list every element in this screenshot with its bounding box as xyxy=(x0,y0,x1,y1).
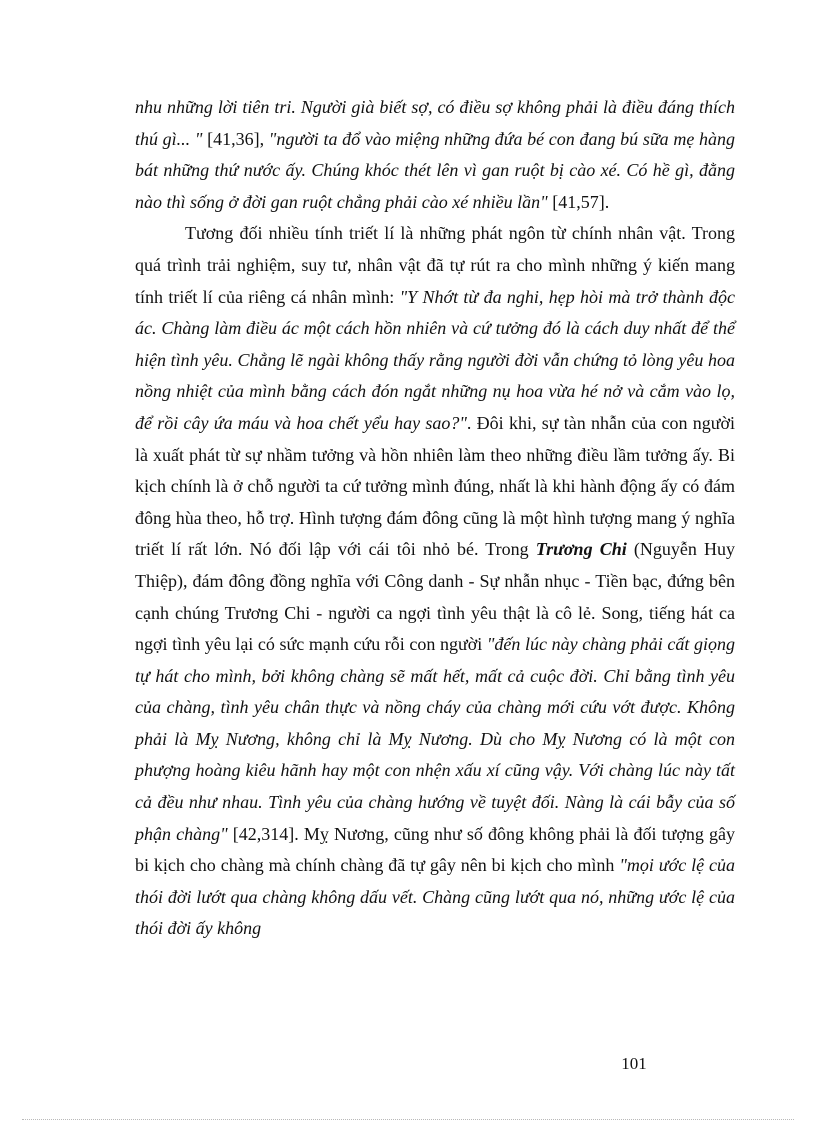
text-run: "Y Nhớt từ đa nghi, hẹp hòi mà trở thành độc ác. Chàng làm điều ác một cách hồn nhiên và cứ tưởng đó là cách duy nhất để thể hiện tình yêu. Chẳng lẽ ngài không thấy rằng người đời vẫn chứng tỏ lòng yêu hoa nồng nhiệt của mình bằng cách đón ngắt những nụ hoa vừa hé nở và cắm vào lọ, để rồi cây ứa máu và hoa chết yểu hay sao?" xyxy=(135,286,735,433)
work-title: Trương Chi xyxy=(535,539,627,560)
text-run: nhu những lời tiên tri. Người già biết sợ, có điều sợ không phải là điều đáng thích thú gì... " xyxy=(135,97,735,149)
text-run: [42,314]. Mỵ Nương, cũng như số đông không phải là đối tượng gây bi kịch cho chàng mà chính chàng đã tự gây nên bi kịch cho mình xyxy=(135,823,735,876)
text-run: "đến lúc này chàng phải cất giọng tự hát cho mình, bởi không chàng sẽ mất hết, mất cả cuộc đời. Chỉ bằng tình yêu của chàng, tình yêu chân thực và nồng cháy của chàng mới cứu vớt được. Không phải là Mỵ Nương, không chỉ là Mỵ Nương. Dù cho Mỵ Nương có là một con phượng hoàng kiêu hãnh hay một con nhện xấu xí cũng vậy. Với chàng lúc này tất cả đều như nhau. Tình yêu của chàng hướng về tuyệt đối. Nàng là cái bẫy của số phận chàng" xyxy=(135,634,735,844)
text-run: [41,57]. xyxy=(547,191,610,212)
body-text xyxy=(135,92,735,945)
text-run: [41,36], xyxy=(202,128,269,149)
page-number: 101 xyxy=(621,1054,647,1073)
text-run: (Nguyễn Huy Thiệp), đám đông đồng nghĩa với Công danh - Sự nhẫn nhục - Tiền bạc, đứng bên cạnh chúng Trương Chi - người ca ngợi tình yêu thật là cô lẻ. Song, tiếng hát ca ngợi tình yêu lại có sức mạnh cứu rỗi con người xyxy=(135,539,735,655)
page-bottom-divider xyxy=(22,1119,794,1120)
paragraph-quote-continuation xyxy=(135,92,735,218)
text-run: "người ta đổ vào miệng những đứa bé con đang bú sữa mẹ hàng bát những thứ nước ấy. Chúng khóc thét lên vì gan ruột bị cào xé. Có hề gì, đằng nào thì sống ở đời gan ruột chẳng phải cào xé nhiều lần" xyxy=(135,128,735,212)
text-run: . Đôi khi, sự tàn nhẫn của con người là xuất phát từ sự nhầm tưởng và hồn nhiên làm theo những điều lầm tưởng ấy. Bi kịch chính là ở chỗ người ta cứ tưởng mình đúng, nhất là khi hành động ấy có đám đông hùa theo, hỗ trợ. Hình tượng đám đông cũng là một hình tượng mang ý nghĩa triết lí rất lớn. Nó đối lập với cái tôi nhỏ bé. Trong xyxy=(135,412,736,560)
paragraph-philosophy xyxy=(135,218,735,945)
text-run: "mọi ước lệ của thói đời lướt qua chàng không dấu vết. Chàng cũng lướt qua nó, những ước lệ của thói đời ấy không xyxy=(135,855,736,939)
text-run: Tương đối nhiều tính triết lí là những phát ngôn từ chính nhân vật. Trong quá trình trải nghiệm, suy tư, nhân vật đã tự rút ra cho mình những ý kiến mang tính triết lí của riêng cá nhân mình: xyxy=(135,223,735,307)
